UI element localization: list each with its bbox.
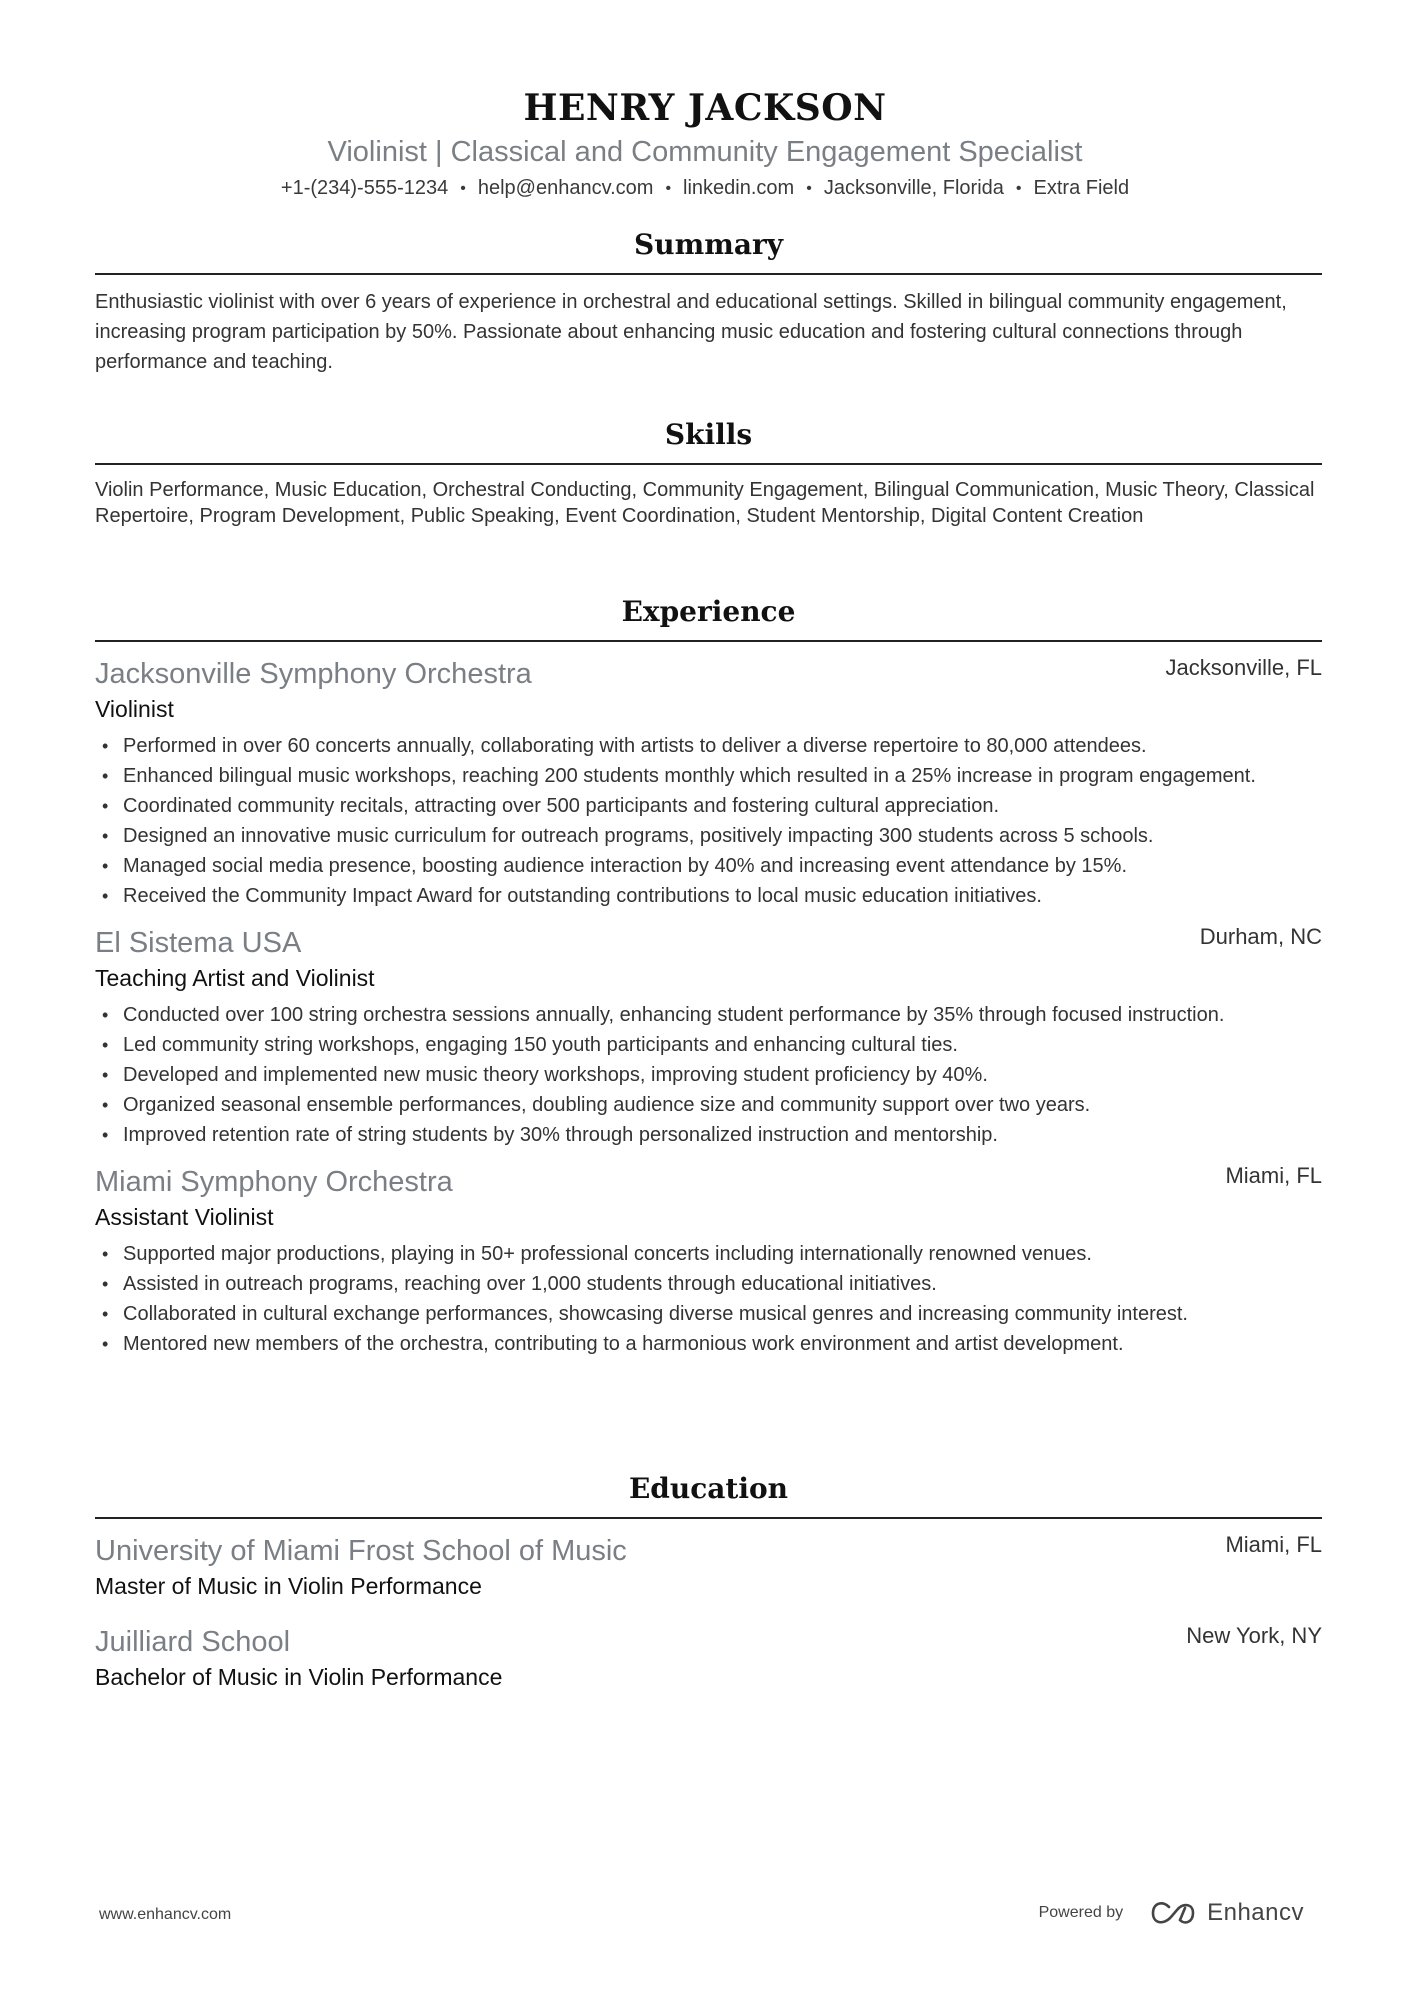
achievement-list	[95, 1000, 1322, 1150]
contact-line	[0, 174, 1410, 203]
organization-name: El Sistema USA	[95, 927, 302, 959]
bullet-icon: •	[102, 796, 109, 816]
resume-header	[0, 86, 1410, 203]
bullet-separator-icon: •	[1015, 180, 1022, 197]
bullet-icon: •	[102, 1005, 109, 1025]
section-divider	[95, 463, 1322, 465]
list-item: • Improved retention rate of string students by 30% through personalized instruction and mentorship.	[95, 1120, 1322, 1150]
bullet-separator-icon: •	[806, 180, 812, 197]
powered-by-label: Powered by	[1038, 1904, 1124, 1921]
bullet-icon: •	[102, 1065, 109, 1085]
achievement-list	[95, 731, 1322, 911]
bullet-icon: •	[102, 1125, 109, 1145]
footer-branding	[1039, 1896, 1304, 1930]
list-item: • Conducted over 100 string orchestra sessions annually, enhancing student performance by 35% through focused instruction.	[95, 1000, 1322, 1030]
contact-email[interactable]: help@enhancv.com	[477, 177, 654, 199]
experience-entry	[95, 925, 1322, 1150]
section-divider	[95, 1517, 1322, 1519]
bullet-icon: •	[102, 1244, 109, 1264]
bullet-icon: •	[102, 736, 109, 756]
school-name: Juilliard School	[95, 1626, 291, 1658]
degree: Master of Music in Violin Performance	[95, 1573, 482, 1599]
entry-location: Miami, FL	[1225, 1163, 1322, 1188]
section-title-skills: Skills	[664, 418, 753, 451]
summary-section	[95, 225, 1322, 377]
list-item: • Managed social media presence, boosting audience interaction by 40% and increasing event attendance by 15%.	[95, 851, 1322, 881]
entry-header	[95, 1624, 1322, 1660]
skills-section	[95, 415, 1322, 529]
list-item: • Designed an innovative music curriculum for outreach programs, positively impacting 300 students across 5 schools.	[95, 821, 1322, 851]
organization-name: Jacksonville Symphony Orchestra	[95, 658, 532, 690]
bullet-icon: •	[102, 856, 109, 876]
experience-entry	[95, 656, 1322, 911]
experience-entry	[95, 1164, 1322, 1359]
list-item: • Received the Community Impact Award for outstanding contributions to local music education initiatives.	[95, 881, 1322, 911]
section-title-experience: Experience	[621, 595, 796, 628]
entry-header	[95, 656, 1322, 692]
list-item: • Performed in over 60 concerts annually, collaborating with artists to deliver a diverse repertoire to 80,000 attendees.	[95, 731, 1322, 761]
entry-location: Durham, NC	[1199, 924, 1322, 949]
list-item: • Developed and implemented new music theory workshops, improving student proficiency by 40%.	[95, 1060, 1322, 1090]
job-title: Teaching Artist and Violinist	[95, 965, 375, 991]
footer-website-link[interactable]: www.enhancv.com	[99, 1906, 232, 1923]
list-item: • Supported major productions, playing in 50+ professional concerts including internationally renowned venues.	[95, 1239, 1322, 1269]
contact-location: Jacksonville, Florida	[823, 177, 1004, 199]
skills-text: Violin Performance, Music Education, Orchestral Conducting, Community Engagement, Bilingual Communication, Music Theory, Classical Repertoire, Program Development, Public Speaking, Event Coordination, Student Mentorship, Digital Content Creation	[95, 479, 1315, 527]
bullet-separator-icon: •	[460, 180, 466, 197]
enhancv-logo-icon	[1149, 1900, 1197, 1926]
degree: Bachelor of Music in Violin Performance	[95, 1664, 503, 1690]
entry-header	[95, 1533, 1322, 1569]
entry-header	[95, 925, 1322, 961]
list-item: • Coordinated community recitals, attracting over 500 participants and fostering cultural appreciation.	[95, 791, 1322, 821]
bullet-icon: •	[102, 1035, 109, 1055]
contact-linkedin[interactable]: linkedin.com	[683, 177, 795, 199]
entry-header	[95, 1164, 1322, 1200]
bullet-separator-icon: •	[665, 180, 672, 197]
contact-extra-field: Extra Field	[1033, 177, 1130, 199]
job-title: Assistant Violinist	[95, 1204, 274, 1230]
bullet-icon: •	[102, 1334, 109, 1354]
list-item: • Assisted in outreach programs, reaching over 1,000 students through educational initiatives.	[95, 1269, 1322, 1299]
list-item: • Led community string workshops, engaging 150 youth participants and enhancing cultural ties.	[95, 1030, 1322, 1060]
enhancv-brand-name: Enhancv	[1207, 1899, 1304, 1926]
candidate-headline: Violinist | Classical and Community Engagement Specialist	[327, 136, 1083, 168]
bullet-icon: •	[102, 886, 109, 906]
bullet-icon: •	[102, 766, 109, 786]
entry-location: Jacksonville, FL	[1165, 655, 1322, 680]
job-title: Violinist	[95, 696, 174, 722]
entry-location: Miami, FL	[1225, 1532, 1322, 1557]
organization-name: Miami Symphony Orchestra	[95, 1166, 453, 1198]
bullet-icon: •	[102, 1274, 109, 1294]
section-title-summary: Summary	[634, 228, 783, 261]
achievement-list	[95, 1239, 1322, 1359]
list-item: • Enhanced bilingual music workshops, reaching 200 students monthly which resulted in a 25% increase in program engagement.	[95, 761, 1322, 791]
summary-text: Enthusiastic violinist with over 6 years of experience in orchestral and educational settings. Skilled in bilingual community engagement, increasing program participation by 50%. Passionate about enhancing music education and fostering cultural connections through performance and teaching.	[95, 291, 1287, 373]
list-item: • Organized seasonal ensemble performances, doubling audience size and community support over two years.	[95, 1090, 1322, 1120]
education-entry	[95, 1533, 1322, 1602]
entry-location: New York, NY	[1186, 1623, 1322, 1648]
bullet-icon: •	[102, 1095, 109, 1115]
section-divider	[95, 273, 1322, 275]
list-item: • Mentored new members of the orchestra, contributing to a harmonious work environment and artist development.	[95, 1329, 1322, 1359]
section-title-education: Education	[628, 1472, 789, 1505]
section-divider	[95, 640, 1322, 642]
education-section	[95, 1469, 1322, 1693]
bullet-icon: •	[102, 826, 109, 846]
experience-section	[95, 592, 1322, 1359]
contact-phone: +1-(234)-555-1234	[280, 177, 449, 199]
candidate-name: HENRY JACKSON	[523, 87, 887, 129]
school-name: University of Miami Frost School of Music	[95, 1535, 627, 1567]
bullet-icon: •	[102, 1304, 109, 1324]
education-entry	[95, 1624, 1322, 1693]
list-item: • Collaborated in cultural exchange performances, showcasing diverse musical genres and increasing community interest.	[95, 1299, 1322, 1329]
